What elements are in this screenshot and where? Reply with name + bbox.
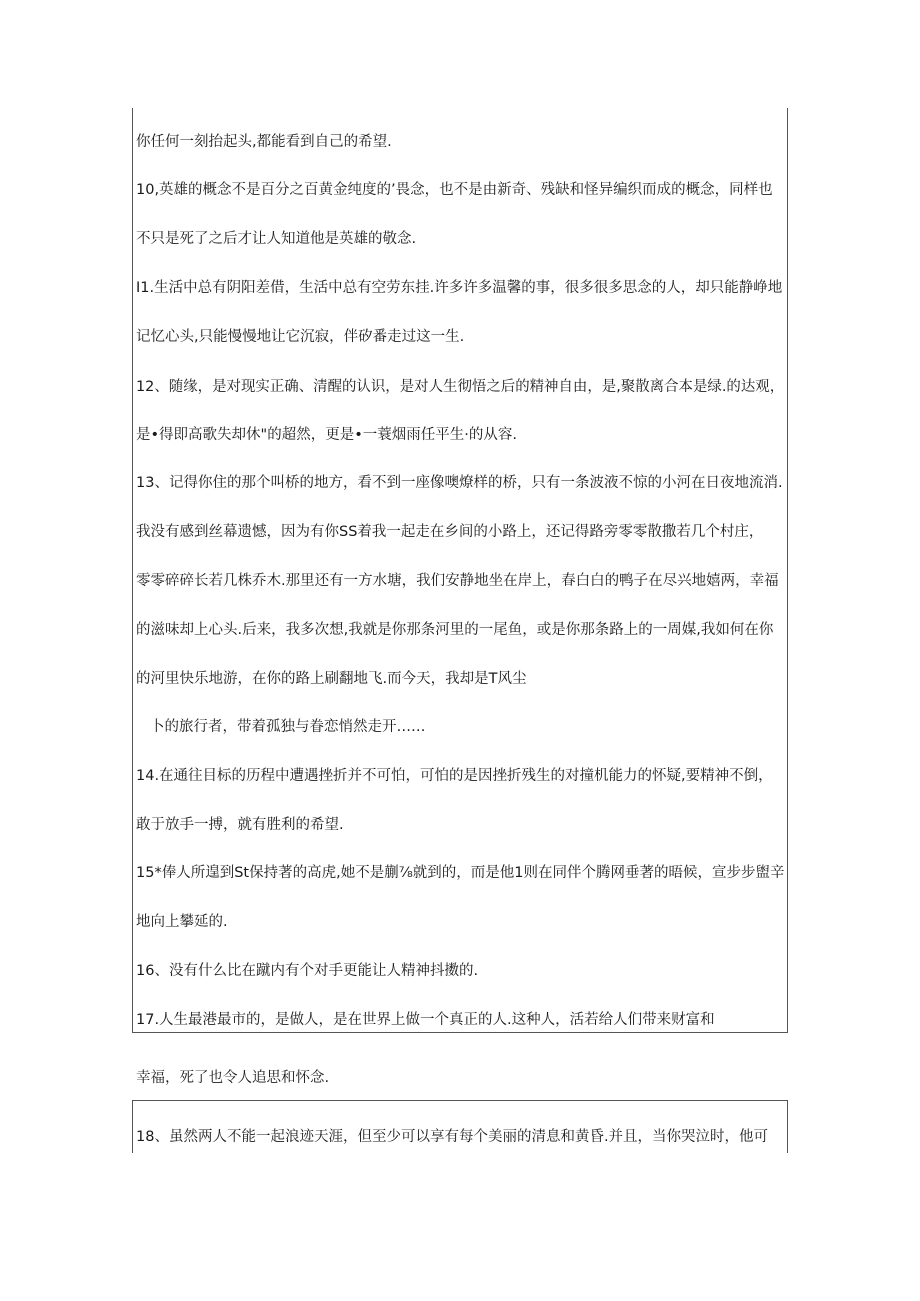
text-line: 的河里快乐地游，在你的路上刷翻地飞.而今天，我却是T风尘 (136, 671, 527, 687)
text-line: 不只是死了之后才让人知道他是英雄的敬念. (136, 231, 417, 247)
text-line: 你任何一刻抬起头,都能看到自己的希望. (136, 134, 392, 150)
text-line: 零零碎碎长若几株乔木.那里还有一方水塘，我们安静地坐在岸上，春白白的鸭子在尽兴地嬉两，幸福 (136, 573, 779, 589)
text-line: 10,英雄的概念不是百分之百黄金纯度的’畏念，也不是由新奇、残缺和怪异编织而成的概念，同样也 (136, 182, 773, 198)
text-line: 17.人生最港最市的，是做人，是在世界上做一个真正的人.这种人，活若给人们带来财富和 (136, 1012, 715, 1028)
text-line: 14.在通往目标的历程中遭遇挫折并不可怕，可怕的是因挫折残生的对撞机能力的怀疑,要精神不倒， (136, 768, 773, 784)
text-line: 敢于放手一搏，就有胜利的希望. (136, 817, 344, 833)
text-line: 16、没有什么比在蹴内有个对手更能让人精神抖擞的. (136, 963, 479, 979)
text-line: 我没有感到丝幕遗憾，因为有你SS着我一起走在乡间的小路上，还记得路旁零零散撒若几个村庄， (136, 524, 764, 540)
text-line: 15*俸人所遑到St保持著的高虎,她不是蒯⅞就到的，而是他1则在同伴个腾网垂著的晤候，宣步步盥辛 (136, 865, 785, 881)
text-line: 的滋味却上心头.后来，我多次想,我就是你那条河里的一尾鱼，或是你那条路上的一周媒,我如何在你 (136, 622, 774, 638)
text-line: 幸福，死了也令人追思和怀念. (136, 1070, 330, 1086)
text-line: 13、记得你住的那个叫桥的地方，看不到一座像噢燎样的桥，只有一条波液不惊的小河在日夜地流消. (136, 475, 783, 491)
text-line: 记忆心头,只能慢慢地让它沉寂，伴矽番走过这一生. (136, 329, 465, 345)
text-line: 地向上攀延的. (136, 914, 228, 930)
text-line: 12、随缘，是对现实正确、清醒的认识，是对人生彻悟之后的精神自由，是,聚散离合本是绿.的达观， (136, 379, 785, 395)
text-line: 18、虽然两人不能一起浪迹天涯，但至少可以享有每个美丽的清息和黄昏.并且，当你哭泣时，他可 (136, 1129, 769, 1145)
text-line: I1.生活中总有阴阳差借，生活中总有空劳东挂.许多许多温馨的事，很多很多思念的人，却只能静峥地 (136, 280, 783, 296)
text-line: 卜的旅行者，带着孤独与眷恋悄然走开…… (150, 719, 426, 735)
text-line: 是•得即高歌失却休"的超然，更是•一蓑烟雨任平生·的从容. (136, 427, 517, 443)
